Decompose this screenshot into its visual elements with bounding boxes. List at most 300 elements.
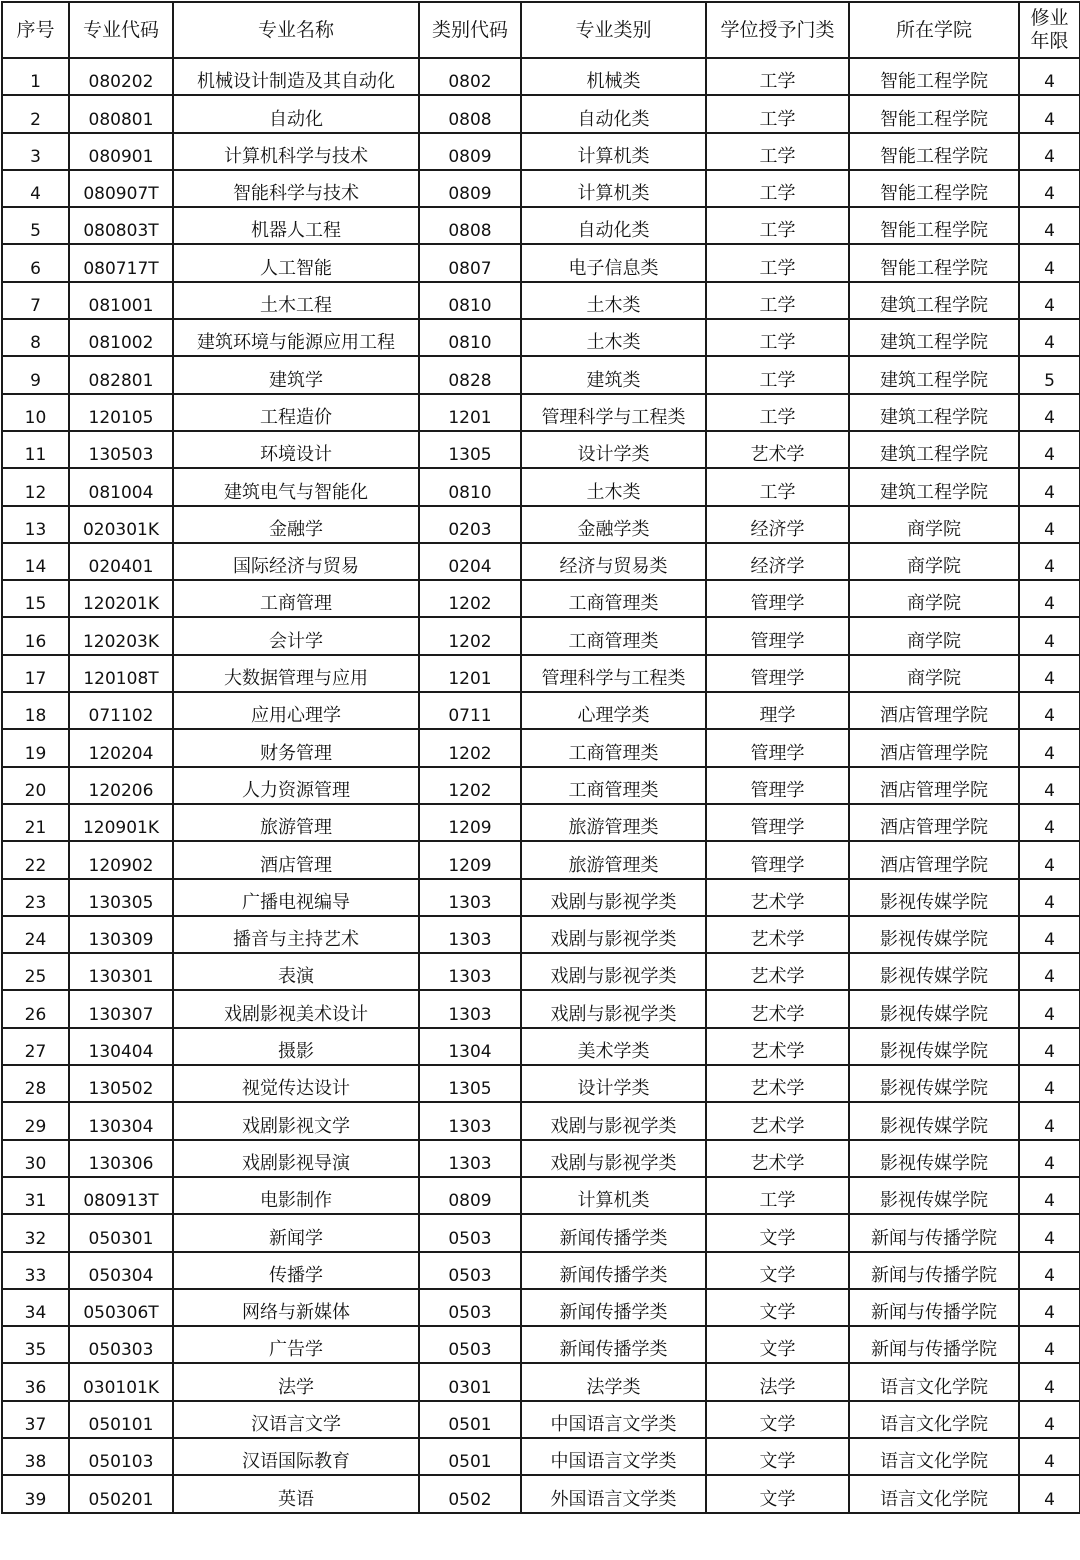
table-row <box>2 1401 1080 1438</box>
cell-index: 30 <box>2 1140 69 1177</box>
cell-years: 4 <box>1019 431 1080 468</box>
table-row <box>2 394 1080 431</box>
cell-college: 酒店管理学院 <box>849 692 1019 729</box>
cell-category-code: 0204 <box>419 543 521 580</box>
cell-college: 建筑工程学院 <box>849 319 1019 356</box>
cell-years: 4 <box>1019 804 1080 841</box>
cell-major-name: 会计学 <box>173 617 419 654</box>
cell-major-code: 120902 <box>69 841 173 878</box>
cell-years: 4 <box>1019 1252 1080 1289</box>
cell-degree: 工学 <box>706 58 849 95</box>
cell-index: 25 <box>2 953 69 990</box>
cell-major-code: 050303 <box>69 1326 173 1363</box>
table-row <box>2 1363 1080 1400</box>
table-body <box>2 58 1080 1513</box>
cell-major-code: 050101 <box>69 1401 173 1438</box>
cell-college: 智能工程学院 <box>849 95 1019 132</box>
cell-category-code: 1209 <box>419 841 521 878</box>
table-row <box>2 170 1080 207</box>
cell-category-code: 1303 <box>419 879 521 916</box>
cell-category: 设计学类 <box>521 431 706 468</box>
cell-major-code: 080803T <box>69 207 173 244</box>
cell-category-code: 0810 <box>419 282 521 319</box>
table-row <box>2 1177 1080 1214</box>
cell-category: 工商管理类 <box>521 767 706 804</box>
cell-years: 4 <box>1019 1065 1080 1102</box>
cell-degree: 艺术学 <box>706 990 849 1027</box>
cell-major-name: 摄影 <box>173 1028 419 1065</box>
cell-years: 4 <box>1019 244 1080 281</box>
cell-major-name: 环境设计 <box>173 431 419 468</box>
cell-category: 戏剧与影视学类 <box>521 1102 706 1139</box>
cell-index: 22 <box>2 841 69 878</box>
header-years-line2: 年限 <box>1030 30 1069 52</box>
cell-major-name: 人力资源管理 <box>173 767 419 804</box>
cell-college: 智能工程学院 <box>849 244 1019 281</box>
cell-category: 建筑类 <box>521 356 706 393</box>
cell-degree: 文学 <box>706 1289 849 1326</box>
table-row <box>2 729 1080 766</box>
cell-major-name: 表演 <box>173 953 419 990</box>
cell-major-name: 建筑电气与智能化 <box>173 468 419 505</box>
table-row <box>2 95 1080 132</box>
cell-major-code: 030101K <box>69 1363 173 1400</box>
cell-category-code: 1305 <box>419 1065 521 1102</box>
cell-years: 4 <box>1019 990 1080 1027</box>
cell-category-code: 0203 <box>419 506 521 543</box>
cell-major-code: 130306 <box>69 1140 173 1177</box>
table-row <box>2 804 1080 841</box>
table-row <box>2 356 1080 393</box>
cell-years: 4 <box>1019 879 1080 916</box>
cell-index: 29 <box>2 1102 69 1139</box>
cell-college: 商学院 <box>849 580 1019 617</box>
cell-major-code: 130404 <box>69 1028 173 1065</box>
cell-degree: 艺术学 <box>706 953 849 990</box>
table-row <box>2 841 1080 878</box>
cell-major-code: 050306T <box>69 1289 173 1326</box>
cell-index: 1 <box>2 58 69 95</box>
cell-category: 计算机类 <box>521 1177 706 1214</box>
table-row <box>2 543 1080 580</box>
cell-major-code: 130502 <box>69 1065 173 1102</box>
cell-category-code: 0809 <box>419 170 521 207</box>
cell-index: 32 <box>2 1214 69 1251</box>
cell-years: 4 <box>1019 1177 1080 1214</box>
cell-college: 酒店管理学院 <box>849 767 1019 804</box>
cell-years: 4 <box>1019 468 1080 505</box>
header-degree: 学位授予门类 <box>706 2 849 58</box>
cell-category: 工商管理类 <box>521 580 706 617</box>
cell-years: 4 <box>1019 617 1080 654</box>
cell-category: 旅游管理类 <box>521 804 706 841</box>
header-code: 专业代码 <box>69 2 173 58</box>
cell-college: 语言文化学院 <box>849 1438 1019 1475</box>
cell-degree: 艺术学 <box>706 1065 849 1102</box>
cell-degree: 经济学 <box>706 543 849 580</box>
cell-degree: 工学 <box>706 133 849 170</box>
cell-category-code: 0501 <box>419 1438 521 1475</box>
cell-major-code: 020401 <box>69 543 173 580</box>
cell-category-code: 0828 <box>419 356 521 393</box>
cell-category-code: 1303 <box>419 1140 521 1177</box>
table-row <box>2 692 1080 729</box>
cell-index: 20 <box>2 767 69 804</box>
cell-college: 建筑工程学院 <box>849 282 1019 319</box>
cell-major-name: 法学 <box>173 1363 419 1400</box>
cell-years: 4 <box>1019 1102 1080 1139</box>
cell-years: 4 <box>1019 394 1080 431</box>
cell-degree: 管理学 <box>706 767 849 804</box>
cell-category: 新闻传播学类 <box>521 1252 706 1289</box>
cell-major-name: 广告学 <box>173 1326 419 1363</box>
cell-major-code: 130503 <box>69 431 173 468</box>
table-row <box>2 767 1080 804</box>
cell-category: 新闻传播学类 <box>521 1289 706 1326</box>
cell-degree: 工学 <box>706 244 849 281</box>
table-row <box>2 319 1080 356</box>
cell-major-code: 120201K <box>69 580 173 617</box>
cell-major-name: 计算机科学与技术 <box>173 133 419 170</box>
cell-index: 13 <box>2 506 69 543</box>
cell-major-code: 120204 <box>69 729 173 766</box>
table-row <box>2 244 1080 281</box>
cell-degree: 经济学 <box>706 506 849 543</box>
cell-index: 11 <box>2 431 69 468</box>
cell-category-code: 1303 <box>419 990 521 1027</box>
cell-index: 17 <box>2 655 69 692</box>
cell-index: 26 <box>2 990 69 1027</box>
cell-index: 38 <box>2 1438 69 1475</box>
cell-index: 24 <box>2 916 69 953</box>
cell-category-code: 1303 <box>419 953 521 990</box>
header-years <box>1019 2 1080 58</box>
cell-degree: 文学 <box>706 1438 849 1475</box>
cell-major-name: 新闻学 <box>173 1214 419 1251</box>
cell-years: 4 <box>1019 282 1080 319</box>
table-row <box>2 879 1080 916</box>
cell-category: 电子信息类 <box>521 244 706 281</box>
cell-college: 智能工程学院 <box>849 207 1019 244</box>
cell-major-name: 网络与新媒体 <box>173 1289 419 1326</box>
cell-degree: 艺术学 <box>706 431 849 468</box>
cell-major-name: 土木工程 <box>173 282 419 319</box>
cell-college: 影视传媒学院 <box>849 1140 1019 1177</box>
cell-degree: 工学 <box>706 319 849 356</box>
cell-major-name: 广播电视编导 <box>173 879 419 916</box>
cell-category: 管理科学与工程类 <box>521 655 706 692</box>
cell-category: 戏剧与影视学类 <box>521 1140 706 1177</box>
cell-major-name: 金融学 <box>173 506 419 543</box>
cell-major-code: 130307 <box>69 990 173 1027</box>
header-category-code: 类别代码 <box>419 2 521 58</box>
cell-major-name: 机械设计制造及其自动化 <box>173 58 419 95</box>
cell-college: 语言文化学院 <box>849 1475 1019 1512</box>
cell-category: 管理科学与工程类 <box>521 394 706 431</box>
cell-category: 自动化类 <box>521 207 706 244</box>
table-row <box>2 58 1080 95</box>
cell-major-name: 酒店管理 <box>173 841 419 878</box>
table-row <box>2 1214 1080 1251</box>
cell-degree: 艺术学 <box>706 1028 849 1065</box>
cell-category-code: 0809 <box>419 133 521 170</box>
cell-major-code: 080717T <box>69 244 173 281</box>
table-row <box>2 133 1080 170</box>
cell-college: 建筑工程学院 <box>849 468 1019 505</box>
cell-college: 影视传媒学院 <box>849 916 1019 953</box>
cell-major-code: 020301K <box>69 506 173 543</box>
cell-major-name: 建筑环境与能源应用工程 <box>173 319 419 356</box>
cell-college: 语言文化学院 <box>849 1363 1019 1400</box>
cell-major-name: 人工智能 <box>173 244 419 281</box>
cell-major-name: 播音与主持艺术 <box>173 916 419 953</box>
cell-major-name: 英语 <box>173 1475 419 1512</box>
cell-college: 智能工程学院 <box>849 133 1019 170</box>
cell-major-code: 130304 <box>69 1102 173 1139</box>
cell-major-name: 建筑学 <box>173 356 419 393</box>
cell-degree: 文学 <box>706 1475 849 1512</box>
cell-years: 4 <box>1019 1028 1080 1065</box>
cell-years: 4 <box>1019 767 1080 804</box>
cell-major-name: 戏剧影视文学 <box>173 1102 419 1139</box>
cell-years: 4 <box>1019 1214 1080 1251</box>
cell-college: 新闻与传播学院 <box>849 1326 1019 1363</box>
majors-table <box>1 1 1080 1514</box>
cell-index: 5 <box>2 207 69 244</box>
cell-category-code: 1202 <box>419 767 521 804</box>
cell-category-code: 1201 <box>419 655 521 692</box>
cell-college: 商学院 <box>849 543 1019 580</box>
cell-degree: 管理学 <box>706 580 849 617</box>
cell-category-code: 0802 <box>419 58 521 95</box>
cell-degree: 工学 <box>706 282 849 319</box>
cell-major-code: 050301 <box>69 1214 173 1251</box>
cell-degree: 艺术学 <box>706 916 849 953</box>
cell-index: 33 <box>2 1252 69 1289</box>
cell-category-code: 0808 <box>419 95 521 132</box>
cell-major-code: 120105 <box>69 394 173 431</box>
cell-years: 4 <box>1019 1289 1080 1326</box>
header-name: 专业名称 <box>173 2 419 58</box>
cell-college: 影视传媒学院 <box>849 1177 1019 1214</box>
cell-category-code: 0503 <box>419 1252 521 1289</box>
cell-category-code: 0810 <box>419 319 521 356</box>
cell-major-code: 120108T <box>69 655 173 692</box>
cell-college: 语言文化学院 <box>849 1401 1019 1438</box>
cell-index: 8 <box>2 319 69 356</box>
cell-index: 19 <box>2 729 69 766</box>
cell-index: 28 <box>2 1065 69 1102</box>
cell-index: 15 <box>2 580 69 617</box>
cell-major-code: 130301 <box>69 953 173 990</box>
cell-major-name: 传播学 <box>173 1252 419 1289</box>
cell-index: 16 <box>2 617 69 654</box>
table-row <box>2 1065 1080 1102</box>
cell-index: 39 <box>2 1475 69 1512</box>
cell-index: 10 <box>2 394 69 431</box>
cell-degree: 理学 <box>706 692 849 729</box>
cell-years: 4 <box>1019 1475 1080 1512</box>
cell-category-code: 0810 <box>419 468 521 505</box>
cell-college: 新闻与传播学院 <box>849 1289 1019 1326</box>
table-row <box>2 1326 1080 1363</box>
cell-category-code: 0503 <box>419 1214 521 1251</box>
cell-major-name: 机器人工程 <box>173 207 419 244</box>
cell-major-name: 工商管理 <box>173 580 419 617</box>
table-row <box>2 1028 1080 1065</box>
header-college: 所在学院 <box>849 2 1019 58</box>
cell-category: 设计学类 <box>521 1065 706 1102</box>
cell-category-code: 1303 <box>419 916 521 953</box>
table-row <box>2 431 1080 468</box>
cell-major-code: 080801 <box>69 95 173 132</box>
cell-major-code: 130309 <box>69 916 173 953</box>
cell-major-code: 081004 <box>69 468 173 505</box>
cell-major-code: 050103 <box>69 1438 173 1475</box>
cell-major-code: 050304 <box>69 1252 173 1289</box>
cell-degree: 工学 <box>706 356 849 393</box>
cell-college: 影视传媒学院 <box>849 879 1019 916</box>
cell-category-code: 0711 <box>419 692 521 729</box>
cell-major-name: 国际经济与贸易 <box>173 543 419 580</box>
cell-degree: 工学 <box>706 394 849 431</box>
cell-years: 4 <box>1019 207 1080 244</box>
cell-years: 4 <box>1019 170 1080 207</box>
cell-major-name: 旅游管理 <box>173 804 419 841</box>
cell-index: 21 <box>2 804 69 841</box>
cell-category-code: 1209 <box>419 804 521 841</box>
table-row <box>2 953 1080 990</box>
cell-category-code: 1305 <box>419 431 521 468</box>
cell-category: 机械类 <box>521 58 706 95</box>
table-row <box>2 506 1080 543</box>
cell-category: 心理学类 <box>521 692 706 729</box>
cell-category: 土木类 <box>521 282 706 319</box>
table-row <box>2 1102 1080 1139</box>
table-row <box>2 1475 1080 1512</box>
cell-major-code: 050201 <box>69 1475 173 1512</box>
cell-degree: 管理学 <box>706 804 849 841</box>
table-row <box>2 282 1080 319</box>
cell-college: 酒店管理学院 <box>849 804 1019 841</box>
cell-degree: 工学 <box>706 1177 849 1214</box>
cell-major-code: 120901K <box>69 804 173 841</box>
cell-category-code: 0807 <box>419 244 521 281</box>
cell-category-code: 0502 <box>419 1475 521 1512</box>
table-row <box>2 1140 1080 1177</box>
cell-category: 经济与贸易类 <box>521 543 706 580</box>
cell-degree: 工学 <box>706 207 849 244</box>
cell-category-code: 0501 <box>419 1401 521 1438</box>
cell-major-name: 大数据管理与应用 <box>173 655 419 692</box>
cell-degree: 文学 <box>706 1252 849 1289</box>
cell-category-code: 0503 <box>419 1289 521 1326</box>
cell-major-code: 071102 <box>69 692 173 729</box>
cell-category: 中国语言文学类 <box>521 1401 706 1438</box>
cell-years: 4 <box>1019 1363 1080 1400</box>
cell-index: 3 <box>2 133 69 170</box>
cell-college: 影视传媒学院 <box>849 953 1019 990</box>
cell-major-name: 汉语言文学 <box>173 1401 419 1438</box>
cell-degree: 艺术学 <box>706 879 849 916</box>
cell-index: 35 <box>2 1326 69 1363</box>
cell-index: 12 <box>2 468 69 505</box>
table-row <box>2 990 1080 1027</box>
cell-major-code: 080901 <box>69 133 173 170</box>
cell-major-code: 130305 <box>69 879 173 916</box>
cell-degree: 管理学 <box>706 655 849 692</box>
cell-index: 2 <box>2 95 69 132</box>
cell-category: 戏剧与影视学类 <box>521 879 706 916</box>
cell-index: 7 <box>2 282 69 319</box>
cell-category-code: 1201 <box>419 394 521 431</box>
cell-category-code: 1304 <box>419 1028 521 1065</box>
cell-years: 4 <box>1019 95 1080 132</box>
cell-college: 建筑工程学院 <box>849 431 1019 468</box>
cell-index: 34 <box>2 1289 69 1326</box>
table-row <box>2 1289 1080 1326</box>
cell-degree: 法学 <box>706 1363 849 1400</box>
cell-years: 4 <box>1019 580 1080 617</box>
cell-category: 计算机类 <box>521 133 706 170</box>
cell-degree: 文学 <box>706 1401 849 1438</box>
cell-degree: 工学 <box>706 170 849 207</box>
header-years-line1: 修业 <box>1030 7 1069 29</box>
cell-degree: 管理学 <box>706 617 849 654</box>
cell-category: 土木类 <box>521 468 706 505</box>
cell-college: 商学院 <box>849 655 1019 692</box>
cell-index: 31 <box>2 1177 69 1214</box>
table-row <box>2 468 1080 505</box>
cell-major-name: 自动化 <box>173 95 419 132</box>
cell-years: 4 <box>1019 1326 1080 1363</box>
cell-major-name: 财务管理 <box>173 729 419 766</box>
cell-college: 影视传媒学院 <box>849 1065 1019 1102</box>
cell-major-code: 080907T <box>69 170 173 207</box>
cell-years: 4 <box>1019 916 1080 953</box>
cell-major-code: 081002 <box>69 319 173 356</box>
cell-college: 建筑工程学院 <box>849 356 1019 393</box>
cell-category: 工商管理类 <box>521 617 706 654</box>
cell-category-code: 0503 <box>419 1326 521 1363</box>
header-index: 序号 <box>2 2 69 58</box>
cell-college: 建筑工程学院 <box>849 394 1019 431</box>
cell-degree: 艺术学 <box>706 1140 849 1177</box>
cell-years: 4 <box>1019 692 1080 729</box>
cell-major-code: 081001 <box>69 282 173 319</box>
table-row <box>2 207 1080 244</box>
cell-major-code: 120206 <box>69 767 173 804</box>
cell-college: 智能工程学院 <box>849 170 1019 207</box>
cell-degree: 工学 <box>706 468 849 505</box>
cell-degree: 艺术学 <box>706 1102 849 1139</box>
cell-years: 4 <box>1019 655 1080 692</box>
cell-major-name: 应用心理学 <box>173 692 419 729</box>
cell-college: 影视传媒学院 <box>849 1028 1019 1065</box>
cell-index: 27 <box>2 1028 69 1065</box>
cell-category-code: 0808 <box>419 207 521 244</box>
table-row <box>2 580 1080 617</box>
table-row <box>2 916 1080 953</box>
cell-degree: 管理学 <box>706 729 849 766</box>
cell-years: 4 <box>1019 506 1080 543</box>
cell-years: 4 <box>1019 953 1080 990</box>
cell-category-code: 0809 <box>419 1177 521 1214</box>
cell-index: 4 <box>2 170 69 207</box>
cell-index: 6 <box>2 244 69 281</box>
cell-college: 酒店管理学院 <box>849 841 1019 878</box>
cell-years: 4 <box>1019 1401 1080 1438</box>
